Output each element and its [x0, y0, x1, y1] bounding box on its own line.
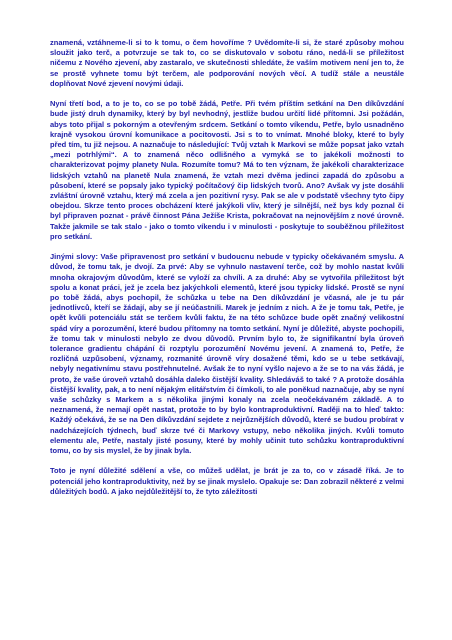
- paragraph-4: Toto je nyní důležité sdělení a vše, co můžeš udělat, je brát je za to, co v zásadě říká. Je to potenciál jeho kontraproduktivity, než by se jinak myslelo. Opakuje se: Dan zobrazil některé z velmi důležitých bodů. A jako nejdůležitější to, že tyto záležitosti: [50, 466, 404, 496]
- paragraph-1: znamená, vztáhneme-li si to k tomu, o čem hovoříme ? Uvědomíte-li si, že staré způsoby mohou sloužit jako terč, a potvrzuje se tak to, co se diskutovalo v sobotu ráno, nedá-li se příležitost ničemu z Nového zjevení, aby zastaralo, ve skutečnosti shledáte, že vaším motivem není jen to, že se prostě vyhnete tomu být terčem, ale podporování nových věcí. A tudíž stále a neustále doplňovat Nové zjevení novými údaji.: [50, 38, 404, 88]
- paragraph-3: Jinými slovy: Vaše připravenost pro setkání v budoucnu nebude v typicky očekávaném smyslu. A důvod, že tomu tak, je dvojí. Za prvé: Aby se vyhnulo nastavení terče, což by mohlo nastat kvůli mnoha okrajovým důvodům, které se vyloží za chvíli. A za druhé: Aby se vytvořila příležitost být spolu a konat práci, jež je zcela bez jakýchkoli elementů, které jsou typicky lidské. Prostě se nyní po tobě žádá, abys pochopil, že schůzka u tebe na Den díkůvzdání je včasná, ale je tu pár jednotlivců, kteří se žádají, aby se jí neúčastnili. Marek je jedním z nich. A že je tomu tak, Petře, je opět kvůli potenciálu stát se terčem kvůli faktu, že na této schůzce bude opět značný velikostní spád víry a porozumění, které budou přítomny na tomto setkání. Nyní je důležité, abyste pochopili, že tomu tak v minulosti nebylo ze dvou důvodů. Prvním bylo to, že signifikantní byla úroveň tolerance gradientu chápání či rozptylu porozumění Novému jevení. A znamená to, Petře, že rozličná uzpůsobení, významy, rozmanité úrovně víry dosažené těmi, kdo se u tebe setkávají, nebyly negativnímu stavu postřehnutelné. Avšak že to nyní vyšlo najevo a že se to na vás žádá, je proto, že vaše úroveň vztahů dosáhla daleko čistější kvality. Shledáváš to také ? A protože dosáhla čistější kvality, pak, a to není nějakým elitářstvím či čímkoli, to ale poněkud naznačuje, aby se nyní vaše schůzky s Markem a s několika jinými konaly na zcela neočekávaném základě. A to neznamená, že nemají opět nastat, protože to by bylo kontraproduktivní. Raději na to hleď takto: Každý očekává, že se na Den díkůvzdání sejdete z nejrůznějších důvodů, které se budou probírat v nadcházejících týdnech, buď skrze tvé či Markovy vstupy, nebo několika jiných. Kvůli tomuto elementu ale, Petře, nastaly jisté posuny, které by mohly učinit tuto schůzku kontraproduktivní tomu, co by sis myslel, že by jinak byla.: [50, 252, 404, 456]
- document-page: [50, 38, 404, 633]
- paragraph-2: Nyní třetí bod, a to je to, co se po tobě žádá, Petře. Při tvém příštím setkání na Den díkůvzdání bude jistý druh dynamiky, který by byl nevhodný, jestliže budou určití lidé přítomni. Jsi požádán, abys toto přijal s pokorným a otevřeným srdcem. Setkání o tomto víkendu, Petře, bylo usnadněno krajně vysokou úrovní komunikace a pocitovosti. Jsi s to to vnímat. Mnohé bloky, které to byly před tím, tu již nejsou. A naznačuje to následující: Tvůj vztah k Markovi se může popsat jako vztah „mezi potrhlými“. A to znamená něco odlišného a vymyká se to jakékoli možnosti to charakterizovat pojmy planety Nula. Rozumíte tomu? Má to ten význam, že jakékoli charakterizace lidských vztahů na planetě Nula znamená, že vztah mezi dvěma jedinci zapadá do způsobu a působení, které se popsaly jako typický počítačový čip lidských tvorů. Ano? Avšak vy jste dosáhli zvláštní úrovně vztahu, který má zcela a jen pozitivní rysy. Pak se ale v podstatě všechny tyto čipy obejdou. Skrze tento proces obcházení které jakýkoli vliv, který je silnější, než bys kdy poznal či byl připraven poznat - právě činnost Pána Ježíše Krista, pokračovat na nejnovějším z nové úrovně. Takže jakmile se tak stalo - jako o tomto víkendu i v minulosti - poskytuje to souběžnou příležitost pro setkání.: [50, 99, 404, 241]
